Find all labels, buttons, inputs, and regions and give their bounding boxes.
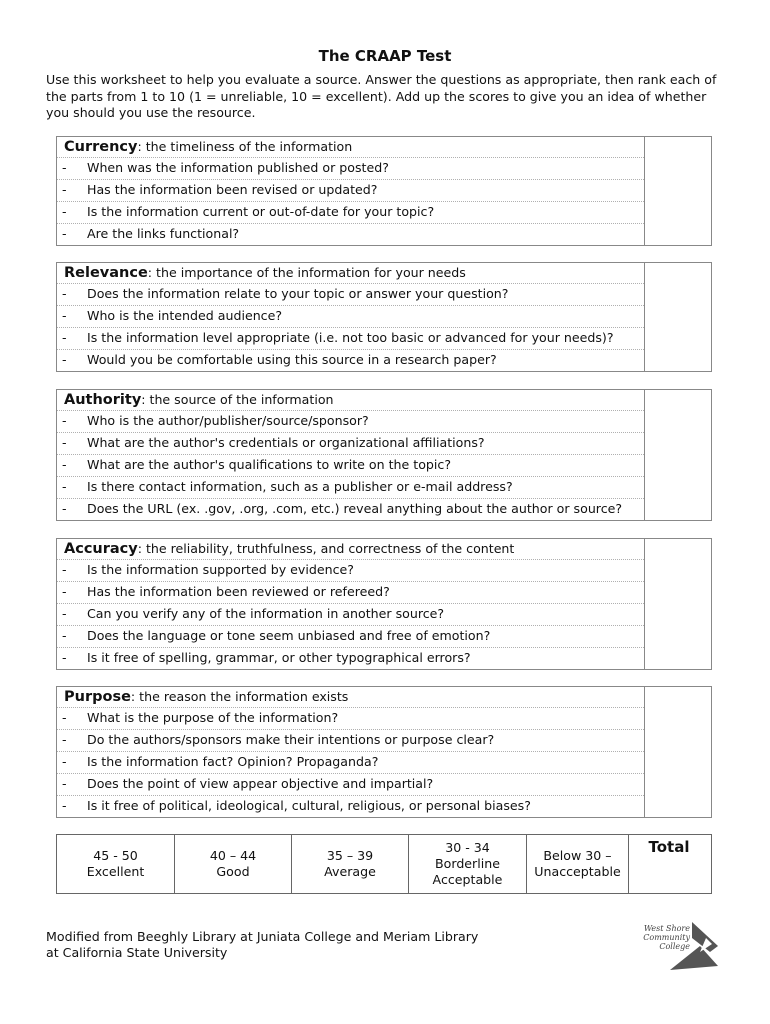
section-description: : the reliability, truthfulness, and correctness of the content — [137, 541, 515, 556]
rating-cell — [57, 835, 175, 893]
question-text: Is the information fact? Opinion? Propaganda? — [87, 754, 379, 769]
question-text: Can you verify any of the information in another source? — [87, 606, 445, 621]
row-divider — [57, 647, 644, 648]
bullet-dash: - — [62, 435, 67, 450]
bullet-dash: - — [62, 286, 67, 301]
row-divider — [57, 707, 644, 708]
bullet-dash: - — [62, 606, 67, 621]
question-text: Is there contact information, such as a publisher or e-mail address? — [87, 479, 513, 494]
question-text: Is the information supported by evidence? — [87, 562, 354, 577]
section-name: Currency — [64, 139, 138, 155]
total-cell[interactable] — [627, 835, 711, 893]
section-name: Purpose — [64, 689, 131, 705]
rating-range: Below 30 – — [543, 848, 612, 863]
rating-label: Excellent — [86, 864, 145, 879]
bullet-dash: - — [62, 732, 67, 747]
rating-label: Acceptable — [432, 872, 503, 887]
section-questions — [57, 390, 645, 520]
rating-cell — [292, 835, 409, 893]
rating-range: 40 – 44 — [209, 848, 257, 863]
row-divider — [57, 625, 644, 626]
bullet-dash: - — [62, 650, 67, 665]
question-text: Has the information been reviewed or refereed? — [87, 584, 390, 599]
section-currency — [56, 136, 712, 246]
west-shore-college-logo-icon — [640, 916, 720, 972]
intro-line: the parts from 1 to 10 (1 = unreliable, 10 = excellent). Add up the scores to give you an idea of whether — [46, 88, 707, 104]
bullet-dash: - — [62, 226, 67, 241]
row-divider — [57, 349, 644, 350]
intro-line: you should you use the resource. — [46, 105, 256, 120]
section-questions — [57, 539, 645, 669]
question-text: Does the language or tone seem unbiased and free of emotion? — [87, 628, 491, 643]
question-text: Does the URL (ex. .gov, .org, .com, etc.) reveal anything about the author or source? — [87, 501, 623, 516]
question-text: Is it free of political, ideological, cultural, religious, or personal biases? — [87, 798, 531, 813]
section-heading — [64, 265, 466, 281]
footer-line: at California State University — [46, 945, 228, 960]
section-relevance — [56, 262, 712, 372]
bullet-dash: - — [62, 308, 67, 323]
question-text: Is it free of spelling, grammar, or other typographical errors? — [87, 650, 471, 665]
section-heading — [64, 392, 334, 408]
bullet-dash: - — [62, 182, 67, 197]
logo-line: West Shore — [643, 924, 690, 933]
row-divider — [57, 410, 644, 411]
score-box[interactable] — [643, 687, 711, 817]
score-box[interactable] — [643, 263, 711, 371]
rating-label: Borderline — [435, 856, 500, 871]
bullet-dash: - — [62, 413, 67, 428]
row-divider — [57, 283, 644, 284]
bullet-dash: - — [62, 204, 67, 219]
rating-cell — [409, 835, 527, 893]
section-name: Relevance — [64, 265, 148, 281]
bullet-dash: - — [62, 710, 67, 725]
question-text: Does the information relate to your topic or answer your question? — [87, 286, 509, 301]
row-divider — [57, 498, 644, 499]
score-box[interactable] — [643, 539, 711, 669]
logo-text — [643, 924, 690, 951]
section-name: Authority — [64, 392, 142, 408]
row-divider — [57, 157, 644, 158]
bullet-dash: - — [62, 776, 67, 791]
bullet-dash: - — [62, 352, 67, 367]
rating-label: Average — [324, 864, 376, 879]
question-text: Would you be comfortable using this source in a research paper? — [87, 352, 497, 367]
row-divider — [57, 432, 644, 433]
question-text: Has the information been revised or updated? — [87, 182, 378, 197]
row-divider — [57, 223, 644, 224]
rating-label: Good — [216, 864, 250, 879]
row-divider — [57, 559, 644, 560]
rating-label: Unacceptable — [534, 864, 621, 879]
rating-range: 45 - 50 — [93, 848, 138, 863]
section-purpose — [56, 686, 712, 818]
row-divider — [57, 305, 644, 306]
intro-line: Use this worksheet to help you evaluate a source. Answer the questions as appropriate, then rank each of — [46, 72, 717, 87]
question-text: Does the point of view appear objective and impartial? — [87, 776, 434, 791]
row-divider — [57, 751, 644, 752]
section-description: : the importance of the information for your needs — [147, 265, 466, 280]
row-divider — [57, 773, 644, 774]
total-label: Total — [648, 838, 690, 856]
row-divider — [57, 581, 644, 582]
question-text: What are the author's credentials or organizational affiliations? — [87, 435, 485, 450]
section-name: Accuracy — [64, 541, 138, 557]
rating-range: 35 – 39 — [326, 848, 374, 863]
question-text: When was the information published or posted? — [87, 160, 389, 175]
bullet-dash: - — [62, 798, 67, 813]
rating-scale-table — [56, 834, 712, 894]
section-heading — [64, 689, 348, 705]
bullet-dash: - — [62, 330, 67, 345]
row-divider — [57, 476, 644, 477]
intro-paragraph — [46, 72, 736, 122]
row-divider — [57, 201, 644, 202]
section-heading — [64, 139, 352, 155]
section-authority — [56, 389, 712, 521]
page-title: The CRAAP Test — [318, 47, 452, 65]
question-text: Do the authors/sponsors make their intentions or purpose clear? — [87, 732, 495, 747]
question-text: Is the information level appropriate (i.e. not too basic or advanced for your needs)? — [87, 330, 614, 345]
row-divider — [57, 603, 644, 604]
bullet-dash: - — [62, 501, 67, 516]
section-accuracy — [56, 538, 712, 670]
row-divider — [57, 327, 644, 328]
score-box[interactable] — [643, 390, 711, 520]
score-box[interactable] — [643, 137, 711, 245]
bullet-dash: - — [62, 562, 67, 577]
question-text: Who is the author/publisher/source/sponsor? — [87, 413, 369, 428]
row-divider — [57, 729, 644, 730]
section-description: : the source of the information — [141, 392, 334, 407]
bullet-dash: - — [62, 479, 67, 494]
rating-cell — [527, 835, 629, 893]
question-text: What are the author's qualifications to write on the topic? — [87, 457, 452, 472]
bullet-dash: - — [62, 584, 67, 599]
row-divider — [57, 795, 644, 796]
bullet-dash: - — [62, 754, 67, 769]
section-questions — [57, 263, 645, 371]
bullet-dash: - — [62, 628, 67, 643]
question-text: Are the links functional? — [87, 226, 240, 241]
question-text: Who is the intended audience? — [87, 308, 283, 323]
logo-line: College — [659, 942, 690, 951]
question-text: Is the information current or out-of-date for your topic? — [87, 204, 435, 219]
footer-line: Modified from Beeghly Library at Juniata College and Meriam Library — [46, 929, 479, 944]
question-text: What is the purpose of the information? — [87, 710, 339, 725]
section-questions — [57, 687, 645, 817]
section-description: : the reason the information exists — [130, 689, 349, 704]
bullet-dash: - — [62, 457, 67, 472]
section-questions — [57, 137, 645, 245]
footer-credit — [46, 929, 478, 961]
rating-range: 30 - 34 — [445, 840, 490, 855]
row-divider — [57, 454, 644, 455]
row-divider — [57, 179, 644, 180]
section-heading — [64, 541, 514, 557]
bullet-dash: - — [62, 160, 67, 175]
rating-cell — [175, 835, 292, 893]
section-description: : the timeliness of the information — [137, 139, 353, 154]
logo-line: Community — [643, 933, 690, 942]
